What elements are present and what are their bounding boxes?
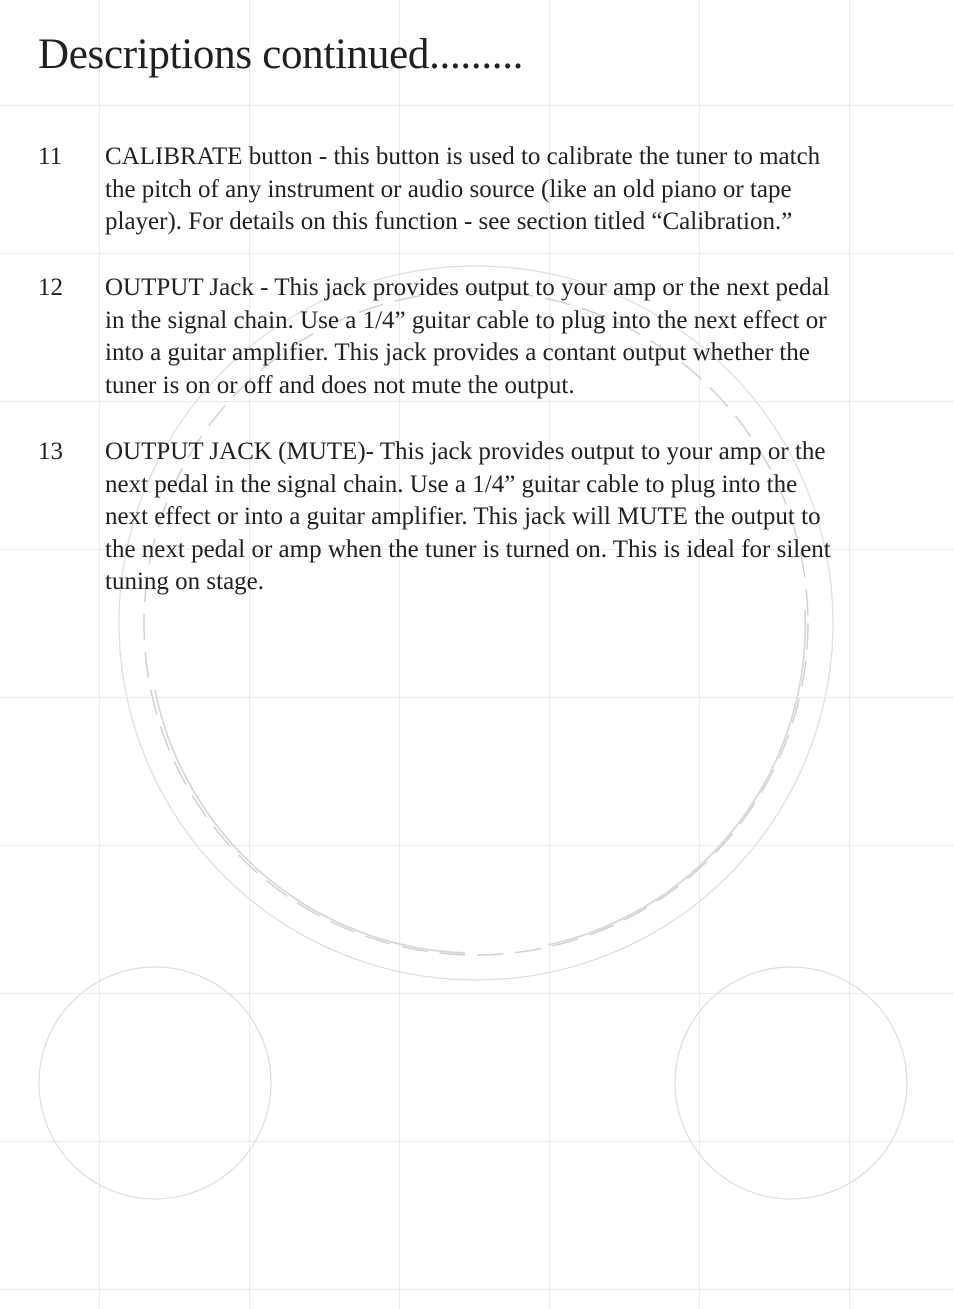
text-line: tuning on stage. <box>105 568 265 596</box>
item-number: 11 <box>38 143 63 170</box>
text-line: in the signal chain. Use a 1/4” guitar cable to plug into the next effect or <box>105 306 827 334</box>
text-line: tuner is on or off and does not mute the output. <box>105 371 575 399</box>
item-text <box>105 436 917 599</box>
text-line: OUTPUT JACK (MUTE)- This jack provides output to your amp or the <box>105 438 826 465</box>
text-line: CALIBRATE button - this button is used to calibrate the tuner to match <box>105 143 821 170</box>
left-jack-outline <box>39 967 271 1199</box>
item-number: 13 <box>38 438 63 465</box>
right-jack-outline <box>675 967 907 1199</box>
page-title: Descriptions continued......... <box>38 31 524 78</box>
text-line: OUTPUT Jack - This jack provides output to your amp or the next pedal <box>105 274 830 301</box>
text-line: the pitch of any instrument or audio source (like an old piano or tape <box>105 175 792 203</box>
dial-inner-arc-right <box>548 610 805 945</box>
text-line: player). For details on this function - see section titled “Calibration.” <box>105 208 793 236</box>
item-text <box>105 141 917 239</box>
item-text <box>105 272 917 402</box>
text-line: the next pedal or amp when the tuner is turned on. This is ideal for silent <box>105 535 831 563</box>
text-line: into a guitar amplifier. This jack provides a contant output whether the <box>105 339 810 367</box>
item-number: 12 <box>38 274 63 301</box>
dial-inner-arc-left <box>155 690 465 953</box>
text-line: next pedal in the signal chain. Use a 1/4” guitar cable to plug into the <box>105 470 798 498</box>
text-line: next effect or into a guitar amplifier. This jack will MUTE the output to <box>105 503 821 531</box>
